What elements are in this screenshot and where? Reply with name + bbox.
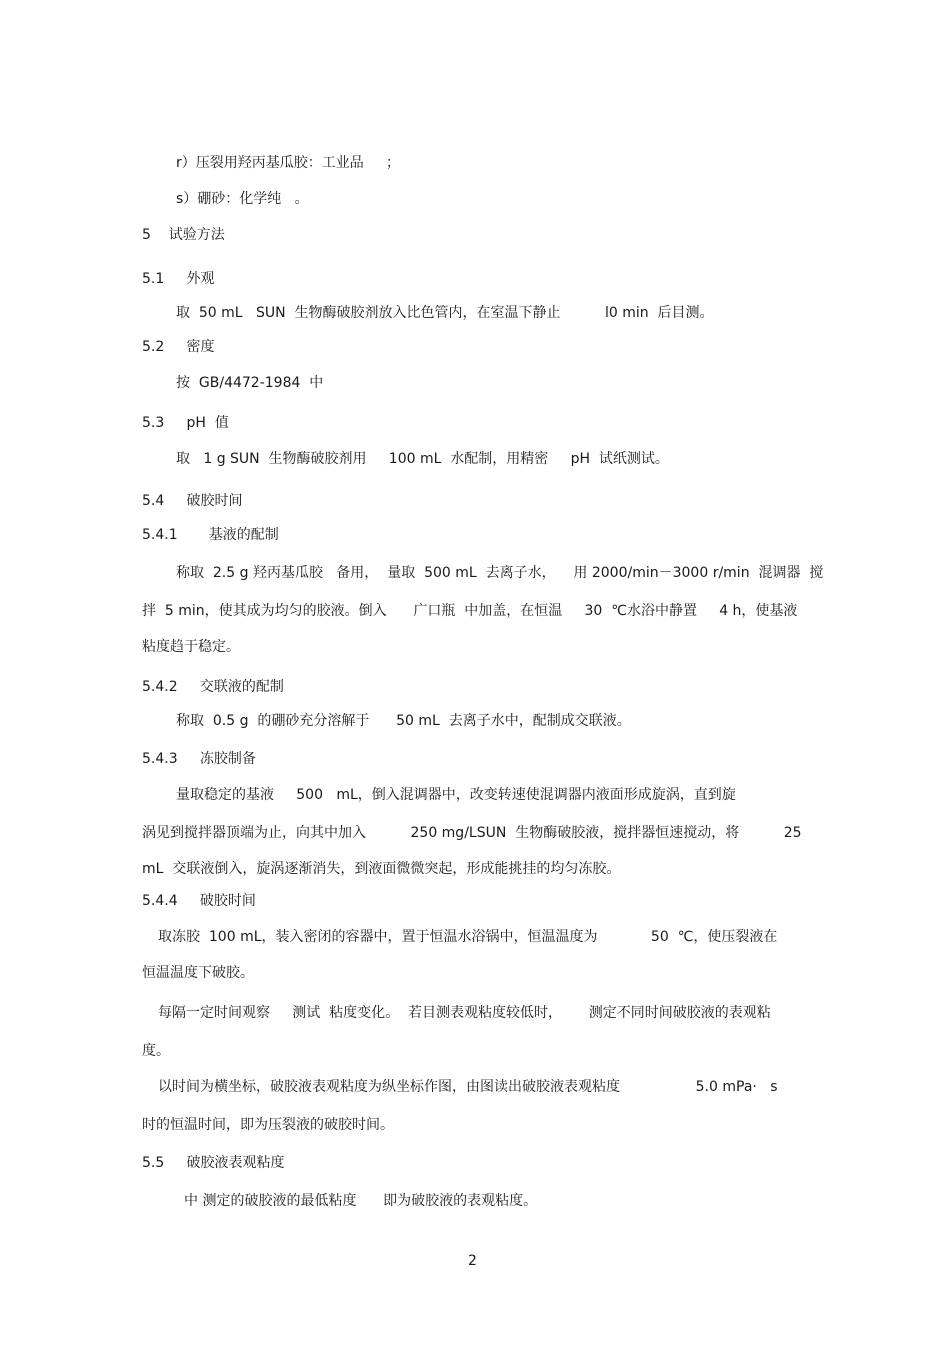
section-5-heading: 5 试验方法 [142, 227, 225, 243]
section-5-4-3-line-2: 涡见到搅拌器顶端为止，向其中加入 250 mg/LSUN 生物酶破胶液，搅拌器恒速搅动，将 25 [142, 825, 802, 841]
section-5-3-text: 取 1 g SUN 生物酶破胶剂用 100 mL 水配制，用精密 pH 试纸测试。 [176, 451, 669, 467]
section-5-4-3-heading: 5.4.3 冻胶制备 [142, 751, 256, 767]
section-5-4-4-line-3: 每隔一定时间观察 测试 粘度变化。 若目测表观粘度较低时， 测定不同时间破胶液的表观粘 [158, 1005, 771, 1021]
section-5-2-heading: 5.2 密度 [142, 339, 215, 355]
section-5-3-heading: 5.3 pH 值 [142, 415, 229, 431]
section-5-4-4-line-1: 取冻胶 100 mL，装入密闭的容器中，置于恒温水浴锅中，恒温温度为 50 ℃，使压裂液在 [158, 929, 778, 945]
section-5-4-2-text: 称取 0.5 g 的硼砂充分溶解于 50 mL 去离子水中，配制成交联液。 [176, 713, 631, 729]
section-5-4-4-line-5: 以时间为横坐标，破胶液表观粘度为纵坐标作图，由图读出破胶液表观粘度 5.0 mPa· s [158, 1079, 778, 1095]
section-5-1-text: 取 50 mL SUN 生物酶破胶剂放入比色管内，在室温下静止 l0 min 后目测。 [176, 305, 714, 321]
section-5-4-heading: 5.4 破胶时间 [142, 493, 243, 509]
section-5-2-text: 按 GB/4472-1984 中 [176, 375, 324, 391]
section-5-4-1-line-2: 拌 5 min，使其成为均匀的胶液。倒入 广口瓶 中加盖，在恒温 30 ℃水浴中静置 4 h，使基液 [142, 603, 798, 619]
section-5-4-3-line-3: mL 交联液倒入，旋涡逐渐消失，到液面微微突起，形成能挑挂的均匀冻胶。 [142, 861, 621, 877]
section-5-4-3-line-1: 量取稳定的基液 500 mL，倒入混调器中，改变转速使混调器内液面形成旋涡，直到旋 [176, 787, 736, 803]
section-5-4-1-line-3: 粘度趋于稳定。 [142, 639, 240, 655]
section-5-5-heading: 5.5 破胶液表观粘度 [142, 1155, 285, 1171]
section-5-5-text: 中 测定的破胶液的最低粘度 即为破胶液的表观粘度。 [184, 1193, 538, 1209]
section-5-1-heading: 5.1 外观 [142, 271, 215, 287]
section-5-4-1-heading: 5.4.1 基液的配制 [142, 527, 279, 543]
section-5-4-4-heading: 5.4.4 破胶时间 [142, 893, 256, 909]
section-5-4-2-heading: 5.4.2 交联液的配制 [142, 679, 284, 695]
section-5-4-4-line-4: 度。 [142, 1043, 170, 1059]
page-number: 2 [468, 1253, 477, 1269]
section-5-4-4-line-2: 恒温温度下破胶。 [142, 965, 254, 981]
section-5-4-1-line-1: 称取 2.5 g 羟丙基瓜胶 备用， 量取 500 mL 去离子水， 用 2000/min－3000 r/min 混调器 搅 [176, 565, 824, 581]
item-s: s）硼砂：化学纯 。 [176, 191, 309, 207]
section-5-4-4-line-6: 时的恒温时间，即为压裂液的破胶时间。 [142, 1117, 394, 1133]
item-r: r）压裂用羟丙基瓜胶：工业品 ； [176, 155, 401, 171]
